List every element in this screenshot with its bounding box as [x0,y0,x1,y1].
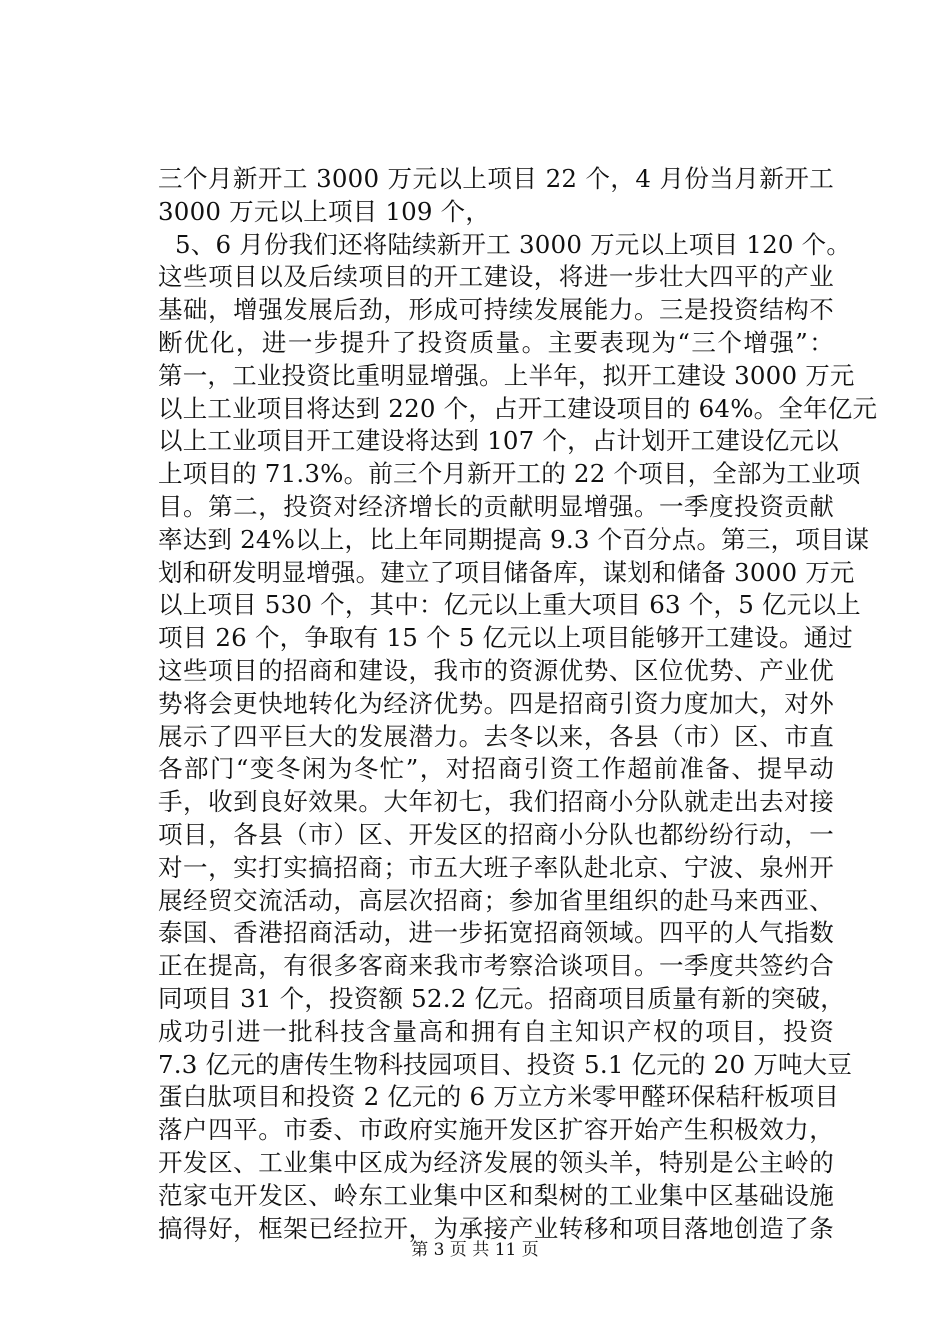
text-line: 这些项目的招商和建设，我市的资源优势、区位优势、产业优 [158,655,834,685]
text-line: 蛋白肽项目和投资 2 亿元的 6 万立方米零甲醛环保秸秆板项目 [158,1082,840,1112]
text-line: 对一，实打实搞招商；市五大班子率队赴北京、宁波、泉州开 [158,852,834,882]
body-text [158,163,878,1245]
text-line: 以上项目 530 个，其中：亿元以上重大项目 63 个，5 亿元以上 [158,590,861,620]
text-line: 7.3 亿元的唐传生物科技园项目、投资 5.1 亿元的 20 万吨大豆 [158,1049,853,1079]
text-line: 目。第二，投资对经济增长的贡献明显增强。一季度投资贡献 [158,491,834,521]
text-line: 同项目 31 个，投资额 52.2 亿元。招商项目质量有新的突破， [158,983,845,1013]
text-line: 范家屯开发区、岭东工业集中区和梨树的工业集中区基础设施 [158,1180,834,1210]
text-line: 手，收到良好效果。大年初七，我们招商小分队就走出去对接 [158,787,834,817]
text-line: 势将会更快地转化为经济优势。四是招商引资力度加大，对外 [158,688,834,718]
text-line: 第一，工业投资比重明显增强。上半年，拟开工建设 3000 万元 [158,360,855,390]
text-line: 率达到 24%以上，比上年同期提高 9.3 个百分点。第三，项目谋 [158,524,870,554]
text-line: 以上工业项目将达到 220 个，占开工建设项目的 64%。全年亿元 [158,393,878,423]
text-line: 项目 26 个，争取有 15 个 5 亿元以上项目能够开工建设。通过 [158,623,853,653]
text-line: 5、6 月份我们还将陆续新开工 3000 万元以上项目 120 个。 [175,229,852,259]
text-line: 项目，各县（市）区、开发区的招商小分队也都纷纷行动，一 [158,819,834,849]
text-line: 各部门“变冬闲为冬忙”，对招商引资工作超前准备、提早动 [158,754,834,784]
text-line: 展示了四平巨大的发展潜力。去冬以来，各县（市）区、市直 [158,721,834,751]
page-footer: 第 3 页 共 11 页 [411,1240,539,1260]
text-line: 断优化，进一步提升了投资质量。主要表现为“三个增强”： [158,327,834,357]
text-line: 三个月新开工 3000 万元以上项目 22 个，4 月份当月新开工 [158,164,834,193]
text-line: 成功引进一批科技含量高和拥有自主知识产权的项目，投资 [158,1016,834,1046]
text-line: 正在提高，有很多客商来我市考察洽谈项目。一季度共签约合 [158,951,834,981]
text-line: 基础，增强发展后劲，形成可持续发展能力。三是投资结构不 [158,295,834,325]
text-line: 泰国、香港招商活动，进一步拓宽招商领域。四平的人气指数 [158,918,834,948]
text-line: 以上工业项目开工建设将达到 107 个，占计划开工建设亿元以 [158,426,839,456]
text-line: 上项目的 71.3%。前三个月新开工的 22 个项目，全部为工业项 [158,459,861,489]
text-line: 搞得好，框架已经拉开，为承接产业转移和项目落地创造了条 [158,1213,834,1243]
text-line: 开发区、工业集中区成为经济发展的领头羊，特别是公主岭的 [158,1147,834,1177]
text-line: 3000 万元以上项目 109 个， [158,196,491,226]
text-line: 展经贸交流活动，高层次招商；参加省里组织的赴马来西亚、 [158,885,834,915]
text-line: 落户四平。市委、市政府实施开发区扩容开始产生积极效力， [158,1115,834,1145]
text-line: 划和研发明显增强。建立了项目储备库，谋划和储备 3000 万元 [158,557,855,587]
text-line: 这些项目以及后续项目的开工建设，将进一步壮大四平的产业 [158,262,834,292]
